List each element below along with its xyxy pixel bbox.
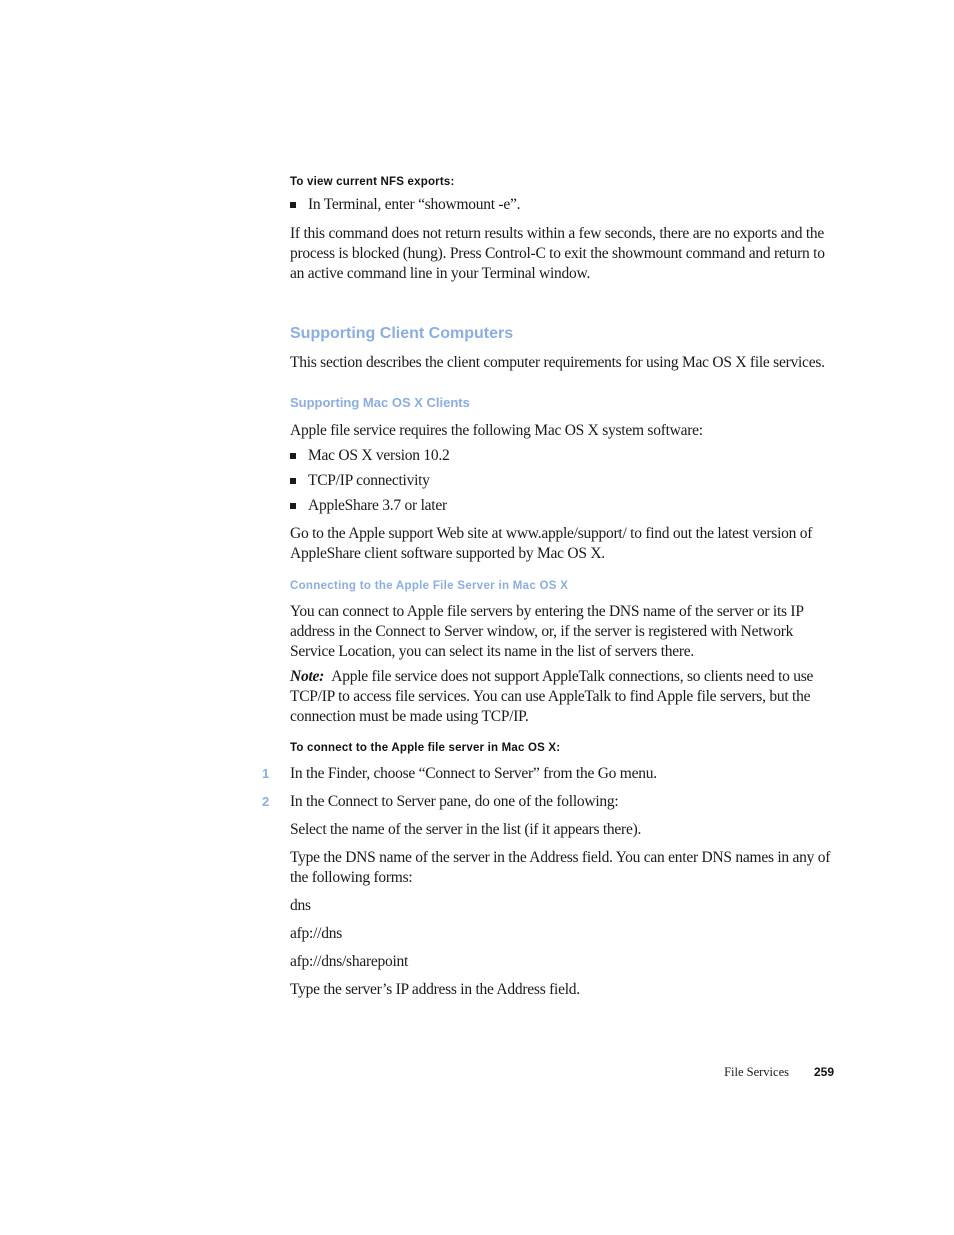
requirement-bullet-text: AppleShare 3.7 or later [308, 497, 447, 514]
macosx-intro-paragraph: Apple file service requires the following Mac OS X system software: [290, 422, 703, 439]
subsubsection-heading-connecting: Connecting to the Apple File Server in Mac OS X [290, 580, 569, 592]
nfs-task-heading: To view current NFS exports: [290, 176, 455, 188]
dns-form-example: dns [290, 897, 311, 914]
requirement-bullet-item [290, 471, 838, 491]
requirement-bullet-text: Mac OS X version 10.2 [308, 447, 450, 464]
dns-form-example: afp://dns [290, 925, 342, 942]
note-paragraph [290, 667, 838, 727]
dns-form-example: afp://dns/sharepoint [290, 953, 409, 970]
subsection-heading-macosx-clients: Supporting Mac OS X Clients [290, 395, 470, 410]
nfs-bullet-item [290, 195, 838, 215]
connect-task-heading: To connect to the Apple file server in Mac OS X: [290, 742, 561, 754]
note-label: Note: [290, 668, 325, 685]
option-type-dns: Type the DNS name of the server in the Address field. You can enter DNS names in any of the following forms: [290, 849, 831, 886]
nfs-bullet-text: In Terminal, enter “showmount -e”. [308, 196, 521, 213]
footer-section-title: File Services [724, 1065, 789, 1079]
nfs-paragraph: If this command does not return results within a few seconds, there are no exports and the process is blocked (hung). Press Control-C to exit the showmount command and return to an active command line in your Terminal window. [290, 225, 825, 282]
bullet-square-icon [290, 503, 296, 509]
requirement-bullet-item [290, 446, 838, 466]
step-text: In the Finder, choose “Connect to Server” from the Go menu. [290, 765, 657, 782]
option-type-ip: Type the server’s IP address in the Address field. [290, 981, 580, 998]
requirement-bullet-text: TCP/IP connectivity [308, 472, 430, 489]
support-site-paragraph: Go to the Apple support Web site at www.apple/support/ to find out the latest version of AppleShare client software supported by Mac OS X. [290, 525, 813, 562]
option-select-server: Select the name of the server in the list (if it appears there). [290, 821, 642, 838]
step-number: 2 [262, 794, 270, 809]
note-text: Apple file service does not support AppleTalk connections, so clients need to use TCP/IP to access file services. You can use AppleTalk to find Apple file servers, but the connection must be made using TCP/IP. [290, 668, 814, 725]
step-text: In the Connect to Server pane, do one of the following: [290, 793, 619, 810]
section-heading-client-computers: Supporting Client Computers [290, 325, 514, 342]
step-number: 1 [262, 766, 270, 781]
footer-page-number: 259 [813, 1065, 834, 1079]
clients-intro-paragraph: This section describes the client computer requirements for using Mac OS X file services. [290, 354, 825, 371]
bullet-square-icon [290, 478, 296, 484]
bullet-square-icon [290, 453, 296, 459]
bullet-square-icon [290, 202, 296, 208]
requirement-bullet-item [290, 496, 838, 516]
connecting-paragraph: You can connect to Apple file servers by entering the DNS name of the server or its IP address in the Connect to Server window, or, if the server is registered with Network Service Location, you can select its name in the list of servers there. [290, 603, 804, 660]
